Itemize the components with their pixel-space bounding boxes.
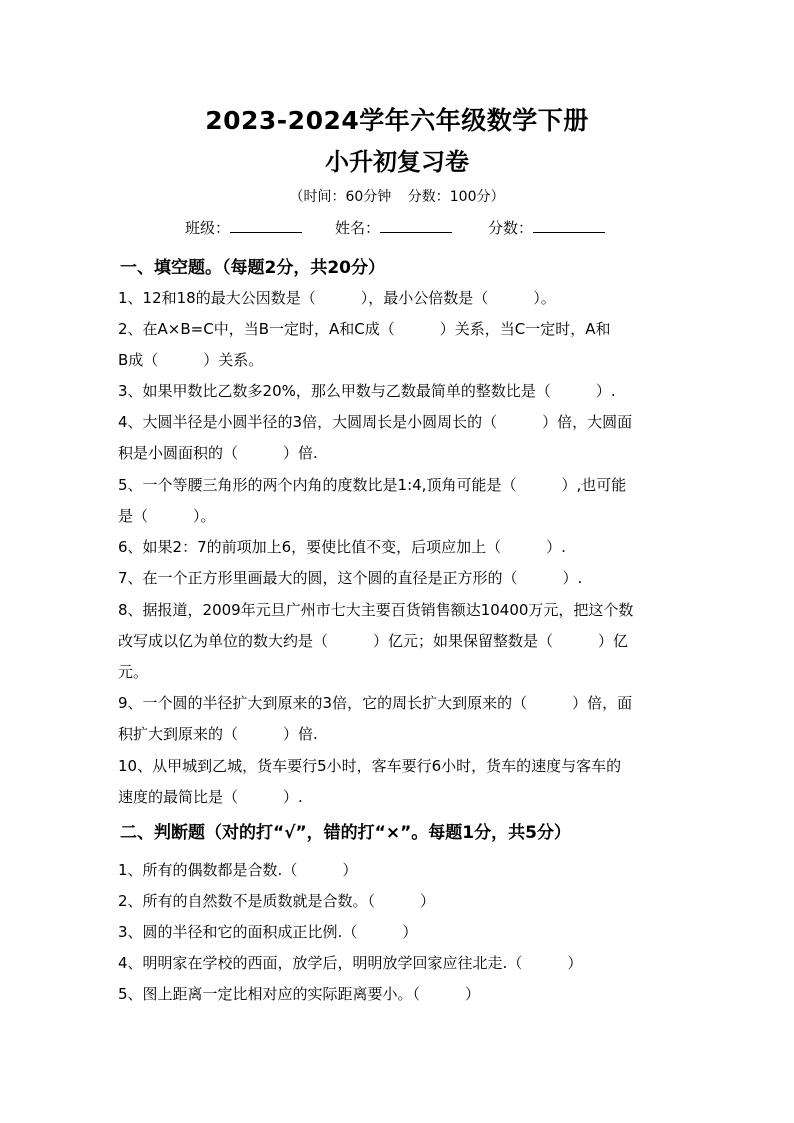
fill-in-question-5-cont: 是（ ）。 [118,507,216,525]
exam-subtitle: 小升初复习卷 [325,148,469,176]
true-false-question-1: 1、所有的偶数都是合数.（ ） [118,861,358,879]
exam-title: 2023-2024学年六年级数学下册 [205,106,589,135]
name-field [335,217,452,238]
fill-in-question-10: 10、从甲城到乙城，货车要行5小时，客车要行6小时，货车的速度与客车的 [118,757,622,775]
fill-in-question-4-cont: 积是小圆面积的（ ）倍. [118,444,318,462]
true-false-question-3: 3、圆的半径和它的面积成正比例.（ ） [118,923,418,941]
true-false-question-2: 2、所有的自然数不是质数就是合数。（ ） [118,892,436,910]
fill-in-question-8: 8、据报道，2009年元旦广州市七大主要百货销售额达10400万元，把这个数 [118,601,634,619]
section-true-false-heading: 二、判断题（对的打“√”，错的打“×”。每题1分，共5分） [120,823,571,843]
score-field [488,217,605,238]
fill-in-question-2-cont: B成（ ）关系。 [118,351,264,369]
fill-in-question-2: 2、在A×B=C中，当B一定时，A和C成（ ）关系，当C一定时，A和 [118,320,611,338]
fill-in-question-1: 1、12和18的最大公因数是（ ），最小公倍数是（ ）。 [118,289,556,307]
name-label: 姓名： [335,219,381,237]
fill-in-question-3: 3、如果甲数比乙数多20%，那么甲数与乙数最简单的整数比是（ ）. [118,382,616,400]
fill-in-question-6: 6、如果2：7的前项加上6，要使比值不变，后项应加上（ ）. [118,538,566,556]
class-label: 班级： [185,219,231,237]
true-false-question-4: 4、明明家在学校的西面，放学后，明明放学回家应往北走.（ ） [118,954,583,972]
fill-in-question-4: 4、大圆半径是小圆半径的3倍，大圆周长是小圆周长的（ ）倍，大圆面 [118,413,633,431]
time-limit: （时间：60分钟 [289,189,392,205]
class-field [185,217,302,238]
name-blank[interactable] [380,218,452,233]
fill-in-question-5: 5、一个等腰三角形的两个内角的度数比是1:4,顶角可能是（ ）,也可能 [118,476,627,494]
class-blank[interactable] [230,218,302,233]
score-blank[interactable] [533,218,605,233]
score-label: 分数： [488,219,534,237]
section-fill-in-heading: 一、填空题。（每题2分，共20分） [120,258,385,278]
fill-in-question-9: 9、一个圆的半径扩大到原来的3倍，它的周长扩大到原来的（ ）倍，面 [118,694,633,712]
fill-in-question-10-cont: 速度的最简比是（ ）. [118,788,303,806]
fill-in-question-8-end: 元。 [118,663,149,681]
fill-in-question-7: 7、在一个正方形里画最大的圆，这个圆的直径是正方形的（ ）. [118,569,583,587]
true-false-question-5: 5、图上距离一定比相对应的实际距离要小。（ ） [118,985,481,1003]
exam-meta [0,186,794,206]
total-score: 分数：100分） [407,189,505,205]
fill-in-question-9-cont: 积扩大到原来的（ ）倍. [118,725,318,743]
fill-in-question-8-cont: 改写成以亿为单位的数大约是（ ）亿元；如果保留整数是（ ）亿 [118,632,629,650]
